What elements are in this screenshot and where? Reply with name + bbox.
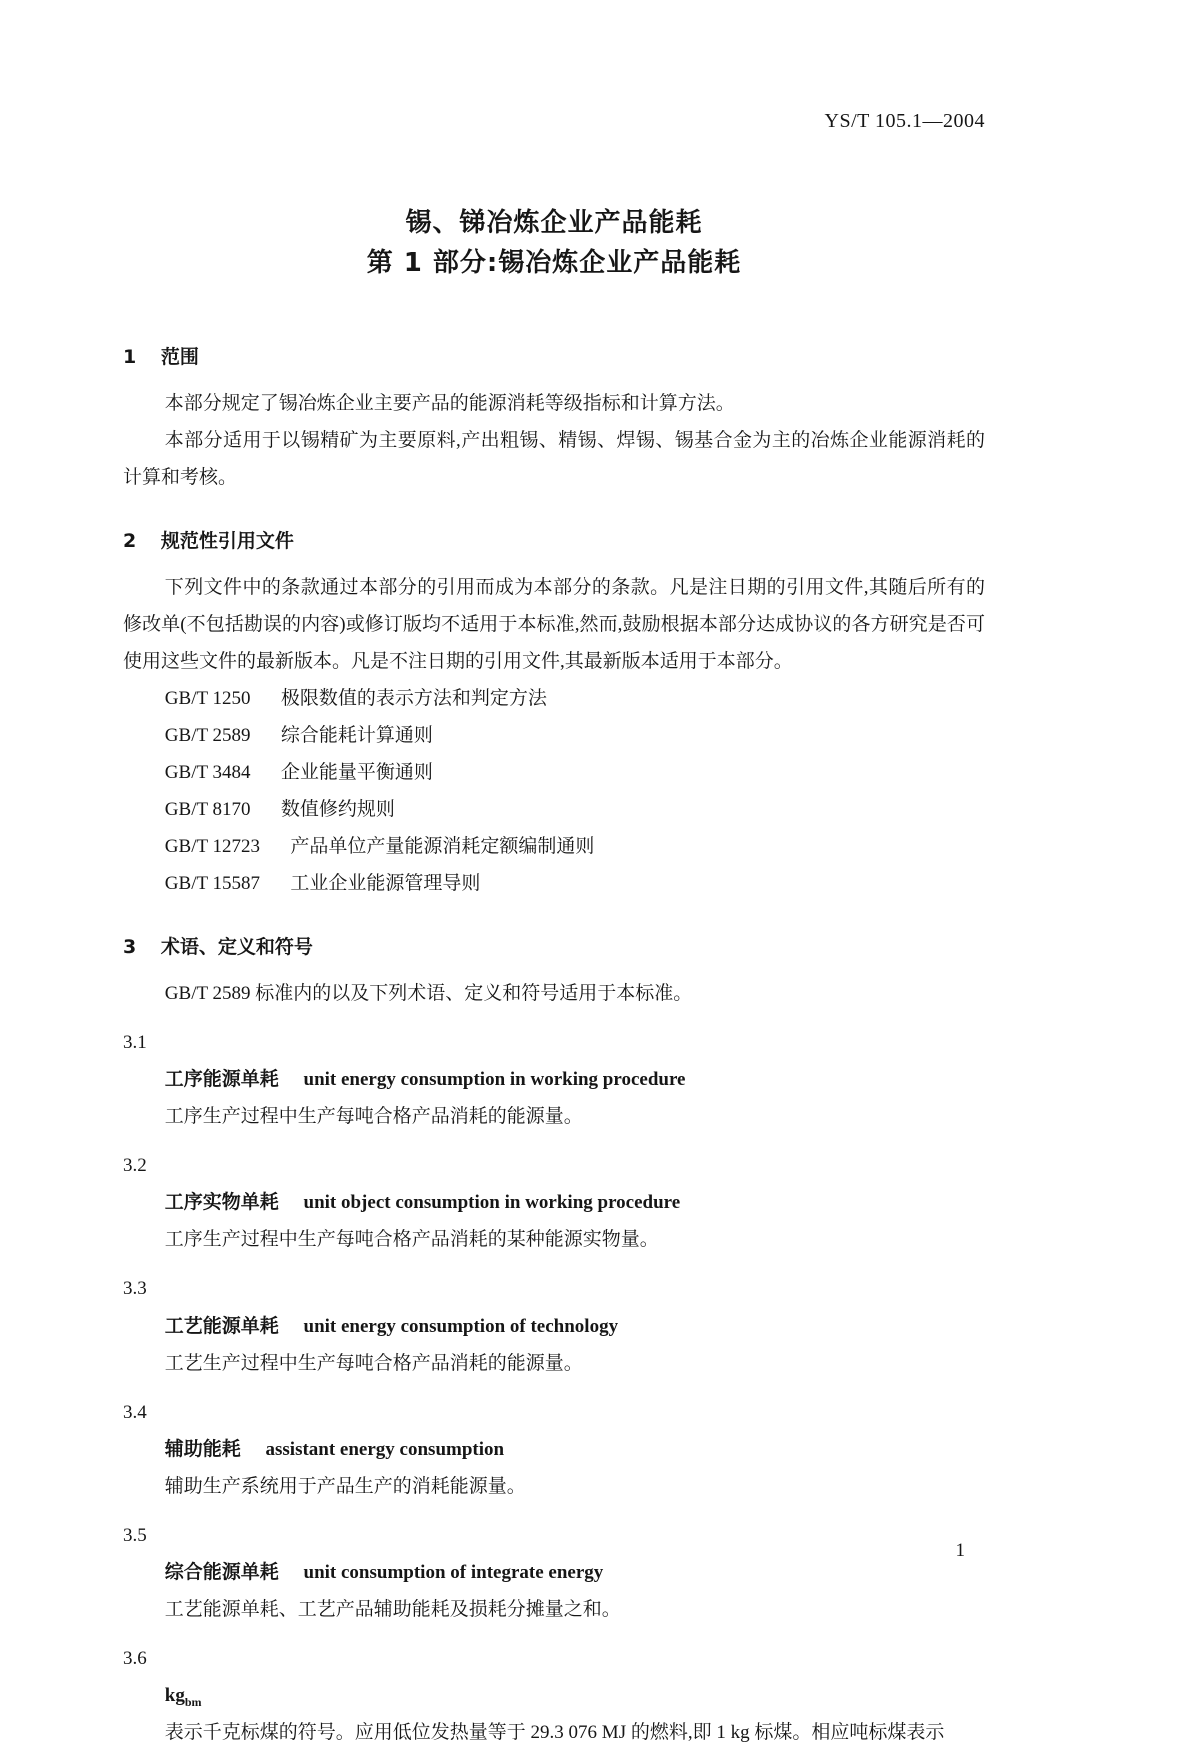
term-number: 3.5 — [123, 1524, 147, 1546]
reference-code: GB/T 3484 — [164, 761, 251, 783]
term-zh: 工序能源单耗 — [164, 1068, 279, 1091]
section-1-number: 1 — [123, 345, 137, 368]
term-zh: 辅助能耗 — [164, 1437, 241, 1460]
title-line-1: 锡、锑冶炼企业产品能耗 — [405, 208, 703, 238]
reference-code: GB/T 15587 — [164, 873, 260, 895]
reference-code: GB/T 1250 — [164, 687, 251, 709]
term-block-3-4 — [123, 1394, 985, 1505]
term-en: assistant energy consumption — [265, 1438, 505, 1460]
term-en: unit energy consumption of technology — [303, 1315, 619, 1337]
term-block-3-6 — [123, 1640, 985, 1751]
term-number: 3.3 — [123, 1278, 147, 1300]
section-1-paragraph: 本部分规定了锡冶炼企业主要产品的能源消耗等级指标和计算方法。 — [164, 392, 735, 414]
term-title-line — [123, 1184, 985, 1221]
term-number: 3.1 — [123, 1032, 147, 1054]
symbol-subscript: bm — [184, 1694, 202, 1709]
term-block-3-5 — [123, 1517, 985, 1628]
term-symbol-kgbm — [123, 1677, 985, 1714]
term-en: unit energy consumption in working procedure — [303, 1069, 686, 1091]
section-2-number: 2 — [123, 529, 137, 552]
section-2-heading — [123, 526, 985, 553]
section-3-title: 术语、定义和符号 — [160, 936, 313, 959]
document-title — [123, 203, 985, 284]
reference-row — [123, 791, 985, 828]
section-1-paragraph: 本部分适用于以锡精矿为主要原料,产出粗锡、精锡、焊锡、锡基合金为主的冶炼企业能源消耗的计算和考核。 — [123, 429, 985, 488]
reference-title: 极限数值的表示方法和判定方法 — [280, 687, 547, 709]
section-1-heading — [123, 342, 985, 369]
term-block-3-3 — [123, 1270, 985, 1381]
reference-title: 工业企业能源管理导则 — [290, 873, 481, 895]
term-definition: 表示千克标煤的符号。应用低位发热量等于 29.3 076 MJ 的燃料,即 1 kg 标煤。相应吨标煤表示 — [164, 1722, 945, 1744]
term-definition: 工序生产过程中生产每吨合格产品消耗的能源量。 — [164, 1106, 583, 1128]
section-3-number: 3 — [123, 936, 137, 959]
reference-title: 综合能耗计算通则 — [280, 724, 433, 746]
reference-title: 数值修约规则 — [280, 799, 395, 821]
reference-code: GB/T 2589 — [164, 724, 251, 746]
term-definition: 辅助生产系统用于产品生产的消耗能源量。 — [164, 1475, 526, 1497]
term-number: 3.2 — [123, 1155, 147, 1177]
term-number: 3.6 — [123, 1647, 147, 1669]
term-definition: 工艺能源单耗、工艺产品辅助能耗及损耗分摊量之和。 — [164, 1598, 621, 1620]
term-title-line — [123, 1431, 985, 1468]
term-number: 3.4 — [123, 1401, 147, 1423]
reference-code: GB/T 12723 — [164, 836, 260, 858]
reference-row — [123, 865, 985, 902]
term-en: unit object consumption in working procedure — [303, 1192, 681, 1214]
symbol-base: kg — [164, 1684, 185, 1706]
term-title-line — [123, 1554, 985, 1591]
reference-title: 企业能量平衡通则 — [280, 761, 433, 783]
reference-title: 产品单位产量能源消耗定额编制通则 — [290, 836, 595, 858]
term-zh: 工艺能源单耗 — [164, 1314, 279, 1337]
section-3-heading — [123, 932, 985, 959]
reference-row — [123, 754, 985, 791]
doc-number: YS/T 105.1—2004 — [824, 110, 985, 132]
section-3-paragraph: GB/T 2589 标准内的以及下列术语、定义和符号适用于本标准。 — [164, 983, 693, 1005]
reference-code: GB/T 8170 — [164, 799, 251, 821]
term-definition: 工序生产过程中生产每吨合格产品消耗的某种能源实物量。 — [164, 1229, 659, 1251]
term-title-line — [123, 1308, 985, 1345]
title-line-2: 第 1 部分:锡冶炼企业产品能耗 — [366, 248, 742, 279]
term-title-line — [123, 1061, 985, 1098]
reference-row — [123, 680, 985, 717]
term-en: unit consumption of integrate energy — [303, 1561, 604, 1583]
term-zh: 工序实物单耗 — [164, 1191, 279, 1214]
term-block-3-1 — [123, 1024, 985, 1135]
section-2-title: 规范性引用文件 — [160, 529, 294, 552]
reference-row — [123, 828, 985, 865]
page-number: 1 — [955, 1540, 965, 1561]
term-block-3-2 — [123, 1147, 985, 1258]
reference-row — [123, 717, 985, 754]
term-definition: 工艺生产过程中生产每吨合格产品消耗的能源量。 — [164, 1352, 583, 1374]
section-1-title: 范围 — [160, 345, 199, 368]
section-2-paragraph: 下列文件中的条款通过本部分的引用而成为本部分的条款。凡是注日期的引用文件,其随后所有的修改单(不包括勘误的内容)或修订版均不适用于本标准,然而,鼓励根据本部分达成协议的各方研究是否可使用这些文件的最新版本。凡是不注日期的引用文件,其最新版本适用于本部分。 — [123, 576, 985, 672]
term-zh: 综合能源单耗 — [164, 1560, 279, 1583]
